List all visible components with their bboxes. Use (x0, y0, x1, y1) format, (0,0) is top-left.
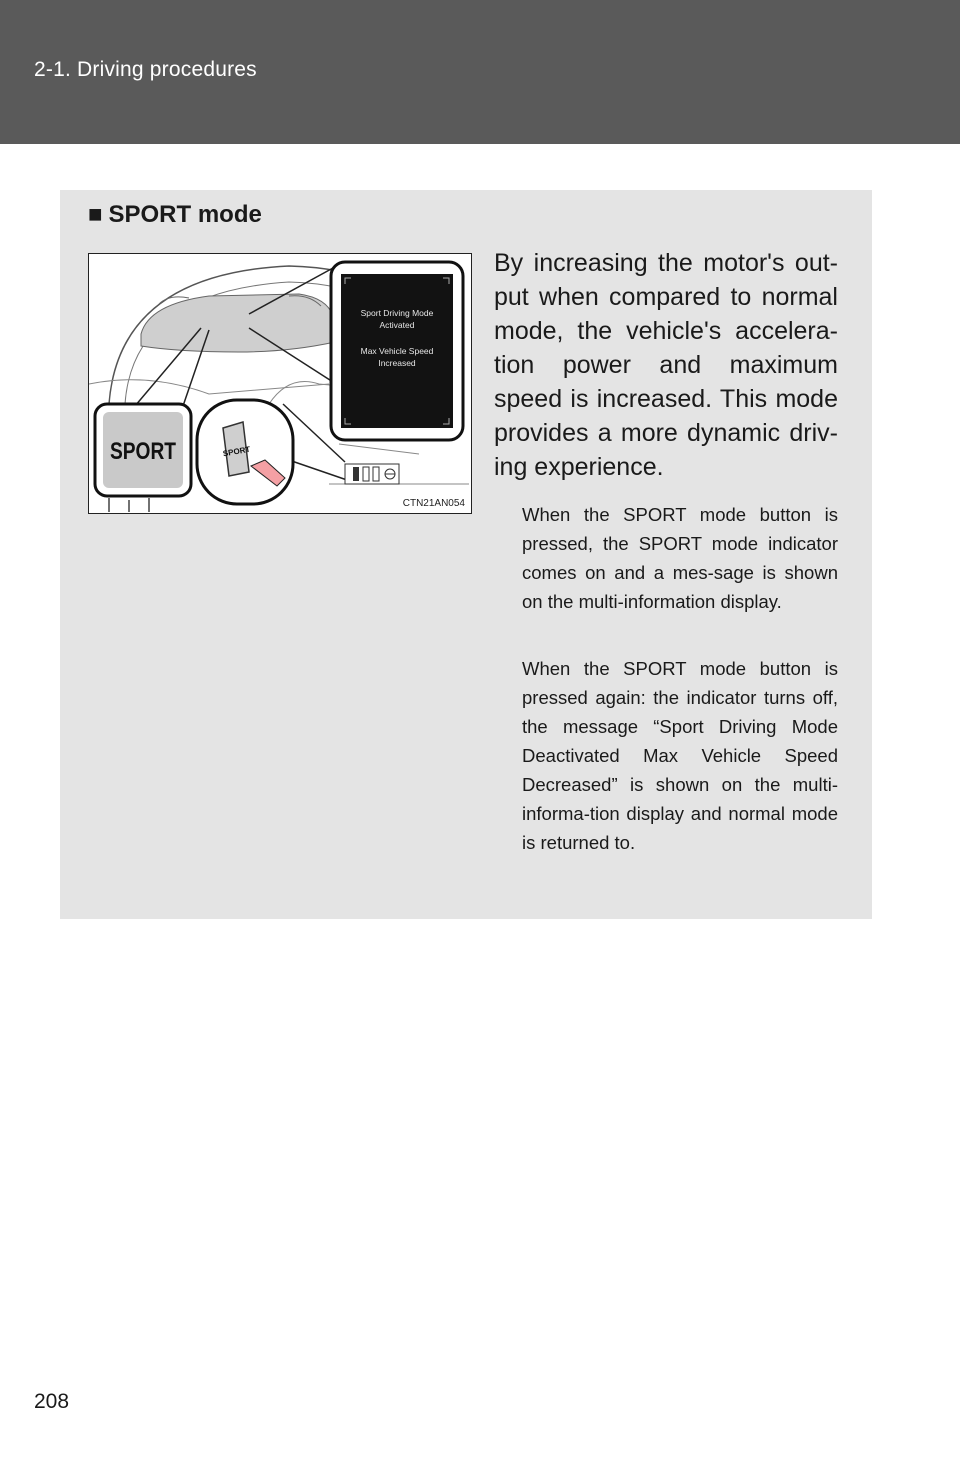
figure-code: CTN21AN054 (402, 498, 465, 509)
sport-mode-illustration (88, 253, 472, 514)
page-header (0, 0, 960, 144)
note-paragraph-1: When the SPORT mode button is pressed, the SPORT mode indicator comes on and a mes-sage is shown on the multi-information display. (522, 504, 838, 612)
page-number: 208 (34, 1390, 70, 1413)
intro-paragraph: By increasing the motor's out-put when compared to normal mode, the vehicle's accelera-tion power and maximum speed is increased. This mode provides a more dynamic driv-ing experience. (494, 249, 838, 481)
heading-marker: ■ (88, 201, 103, 228)
watermark-site: carmanualsonline.info (712, 1444, 946, 1471)
note-paragraph-2: When the SPORT mode button is pressed again: the indicator turns off, the message “Sport Driving Mode Deactivated Max Vehicle Speed Decreased” is shown on the multi-informa-tion display and normal mode is returned to. (522, 658, 838, 853)
heading-text: SPORT mode (108, 201, 262, 228)
sport-indicator-label: SPORT (110, 438, 177, 465)
display-line-2: Activated (379, 320, 415, 330)
illustration-drawing (89, 254, 471, 513)
section-heading (88, 201, 262, 229)
display-line-3: Max Vehicle Speed (360, 346, 434, 356)
display-line-1: Sport Driving Mode (360, 308, 434, 318)
section-title: 2-1. Driving procedures (34, 58, 257, 81)
sport-button-label: SPORT (222, 444, 251, 459)
display-line-4: Increased (378, 358, 416, 368)
